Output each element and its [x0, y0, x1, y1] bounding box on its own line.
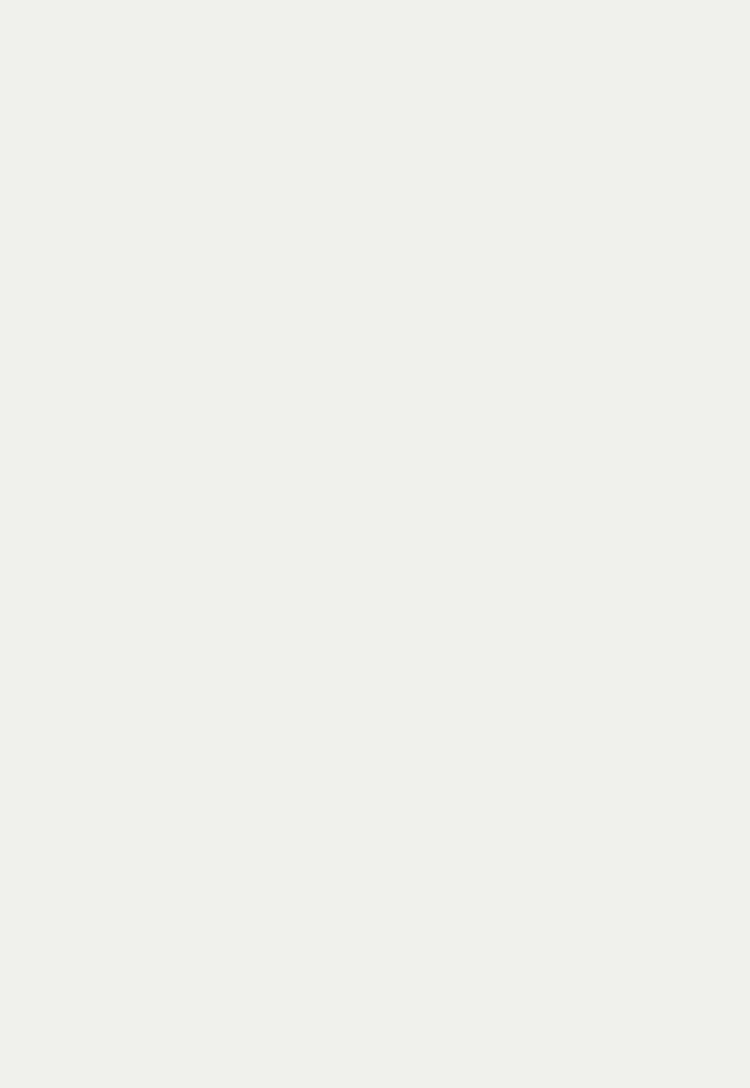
left-text-column: [298, 100, 309, 1005]
right-text-column: [443, 100, 453, 1005]
left-text-column: [189, 100, 200, 1005]
right-text-column: [531, 100, 541, 1005]
right-text-column: [434, 100, 444, 1005]
left-text-column: [244, 100, 255, 1005]
right-text-column: [541, 100, 551, 1005]
left-text-column: [320, 100, 331, 1005]
left-text-column: [331, 100, 342, 1005]
right-text-column: [385, 100, 395, 1005]
text-block-left: [145, 100, 375, 1005]
right-text-column: [404, 100, 414, 1005]
right-text-column: [551, 100, 561, 1005]
right-text-column: [492, 100, 502, 1005]
left-text-column: [145, 100, 156, 1005]
left-text-column: [167, 100, 178, 1005]
left-text-column: [156, 100, 167, 1005]
left-text-column: [276, 100, 287, 1005]
right-text-column: [570, 100, 580, 1005]
right-text-column: [473, 100, 483, 1005]
right-text-column: [375, 100, 385, 1005]
right-text-column: [394, 100, 404, 1005]
left-text-column: [353, 100, 364, 1005]
right-text-column: [453, 100, 463, 1005]
left-text-column: [265, 100, 276, 1005]
left-text-column: [200, 100, 211, 1005]
right-text-column: [482, 100, 492, 1005]
left-columns: [145, 100, 375, 1005]
left-text-column: [364, 100, 375, 1005]
left-text-column: [178, 100, 189, 1005]
left-text-column: [342, 100, 353, 1005]
right-text-column: [424, 100, 434, 1005]
left-text-column: [222, 100, 233, 1005]
right-text-column: [560, 100, 570, 1005]
right-text-column: [512, 100, 522, 1005]
left-text-column: [233, 100, 244, 1005]
right-text-column: [521, 100, 531, 1005]
right-columns: [375, 100, 580, 1005]
left-text-column: [255, 100, 266, 1005]
left-text-column: [211, 100, 222, 1005]
right-text-column: [463, 100, 473, 1005]
right-text-column: [414, 100, 424, 1005]
right-text-column: [502, 100, 512, 1005]
left-text-column: [287, 100, 298, 1005]
text-block-right: [375, 100, 580, 1005]
left-text-column: [309, 100, 320, 1005]
